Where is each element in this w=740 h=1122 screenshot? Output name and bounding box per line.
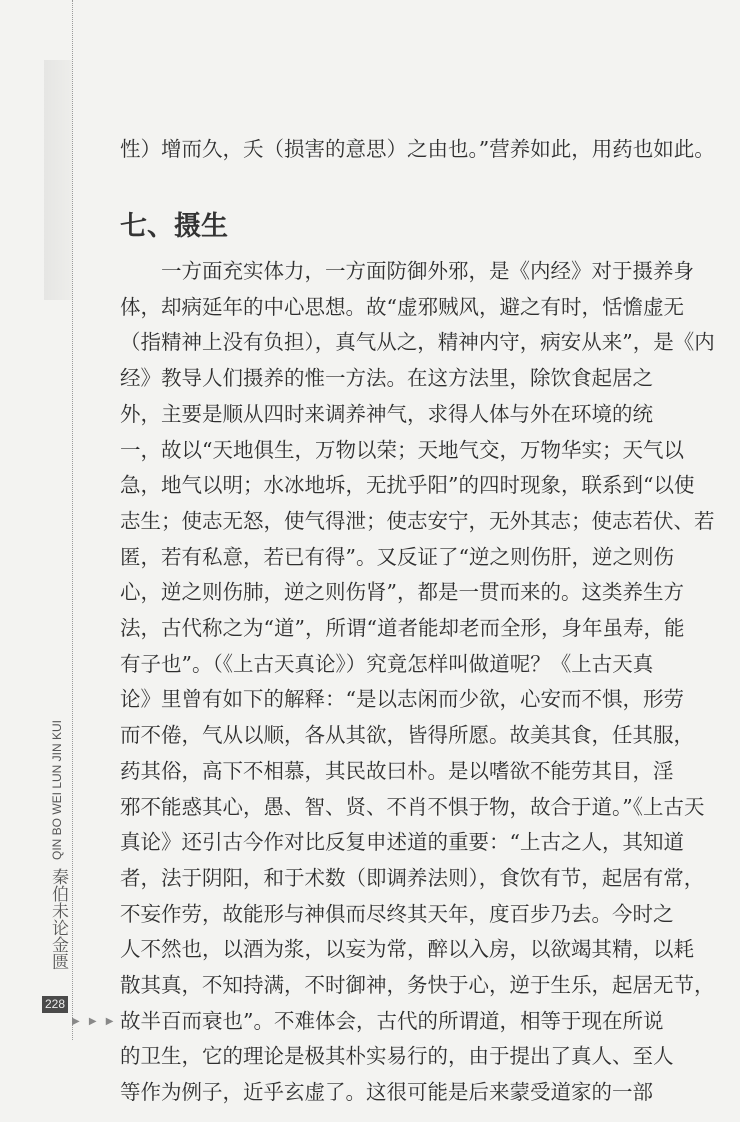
paragraph-line: 者，法于阴阳，和于术数（即调养法则），食饮有节，起居有常， xyxy=(120,865,705,890)
paragraph-line: 真论》还引古今作对比反复申述道的重要：“上古之人，其知道 xyxy=(120,830,684,855)
running-title-chinese: 秦伯未论金匮 xyxy=(48,868,68,970)
paragraph-line: 志生；使志无怒，使气得泄；使志安宁，无外其志；使志若伏、若 xyxy=(120,508,715,533)
scan-shadow xyxy=(44,60,72,300)
paragraph-line: 心，逆之则伤肺，逆之则伤肾”，都是一贯而来的。这类养生方 xyxy=(120,580,684,605)
paragraph-line: 急，地气以明；水冰地坼，无扰乎阳”的四时现象，联系到“以使 xyxy=(120,473,695,498)
paragraph-line: 的卫生，它的理论是极其朴实易行的，由于提出了真人、至人 xyxy=(120,1044,674,1069)
paragraph-line: 散其真，不知持满，不时御神，务快于心，逆于生乐，起居无节， xyxy=(120,973,715,997)
margin-dotted-rule xyxy=(72,0,73,1040)
paragraph-line: 人不然也，以酒为浆，以妄为常，醉以入房，以欲竭其精，以耗 xyxy=(120,937,694,962)
paragraph-line: 药其俗，高下不相慕，其民故曰朴。是以嗜欲不能劳其目，淫 xyxy=(120,758,674,783)
section-heading: 七、摄生 xyxy=(120,211,228,242)
paragraph-line: 法，古代称之为“道”，所谓“道者能却老而全形，身年虽寿，能 xyxy=(120,616,685,640)
paragraph-line: 一，故以“天地俱生，万物以荣；天地气交，万物华实；天气以 xyxy=(120,437,684,462)
paragraph-line: 有子也”。（《上古天真论》）究竟怎样叫做道呢？《上古天真 xyxy=(120,651,654,676)
paragraph-line: （指精神上没有负担），真气从之，精神内守，病安从来”，是《内 xyxy=(120,330,715,355)
paragraph-line: 经》教导人们摄养的惟一方法。在这方法里，除饮食起居之 xyxy=(120,366,653,391)
paragraph-line: 论》里曾有如下的解释：“是以志闲而少欲，心安而不惧，形劳 xyxy=(120,687,684,712)
paragraph-line: 而不倦，气从以顺，各从其欲，皆得所愿。故美其食，任其服， xyxy=(120,723,694,748)
paragraph-line: 体，却病延年的中心思想。故“虚邪贼风，避之有时，恬憺虚无 xyxy=(120,294,684,319)
paragraph-line: 一方面充实体力，一方面防御外邪，是《内经》对于摄养身 xyxy=(120,259,694,283)
paragraph-line: 等作为例子，近乎玄虚了。这很可能是后来蒙受道家的一部 xyxy=(120,1080,653,1105)
paragraph-line: 故半百而衰也”。不难体会，古代的所谓道，相等于现在所说 xyxy=(120,1008,664,1033)
page-number: 228 xyxy=(42,996,68,1013)
paragraph-line: 外，主要是顺从四时来调养神气，求得人体与外在环境的统 xyxy=(120,401,653,426)
continuation-line: 性）增而久，夭（损害的意思）之由也。”营养如此，用药也如此。 xyxy=(120,137,715,161)
paragraph-line: 不妄作劳，故能形与神俱而尽终其天年，度百步乃去。今时之 xyxy=(120,901,674,926)
running-title-pinyin: QIN BO WEI LUN JIN KUI xyxy=(50,719,64,860)
arrow-icon: ▶ ▶ ▶ xyxy=(72,1016,117,1027)
paragraph-line: 匿，若有私意，若已有得”。又反证了“逆之则伤肝，逆之则伤 xyxy=(120,544,674,569)
paragraph-line: 邪不能惑其心，愚、智、贤、不肖不惧于物，故合于道。”《上古天 xyxy=(120,794,705,819)
